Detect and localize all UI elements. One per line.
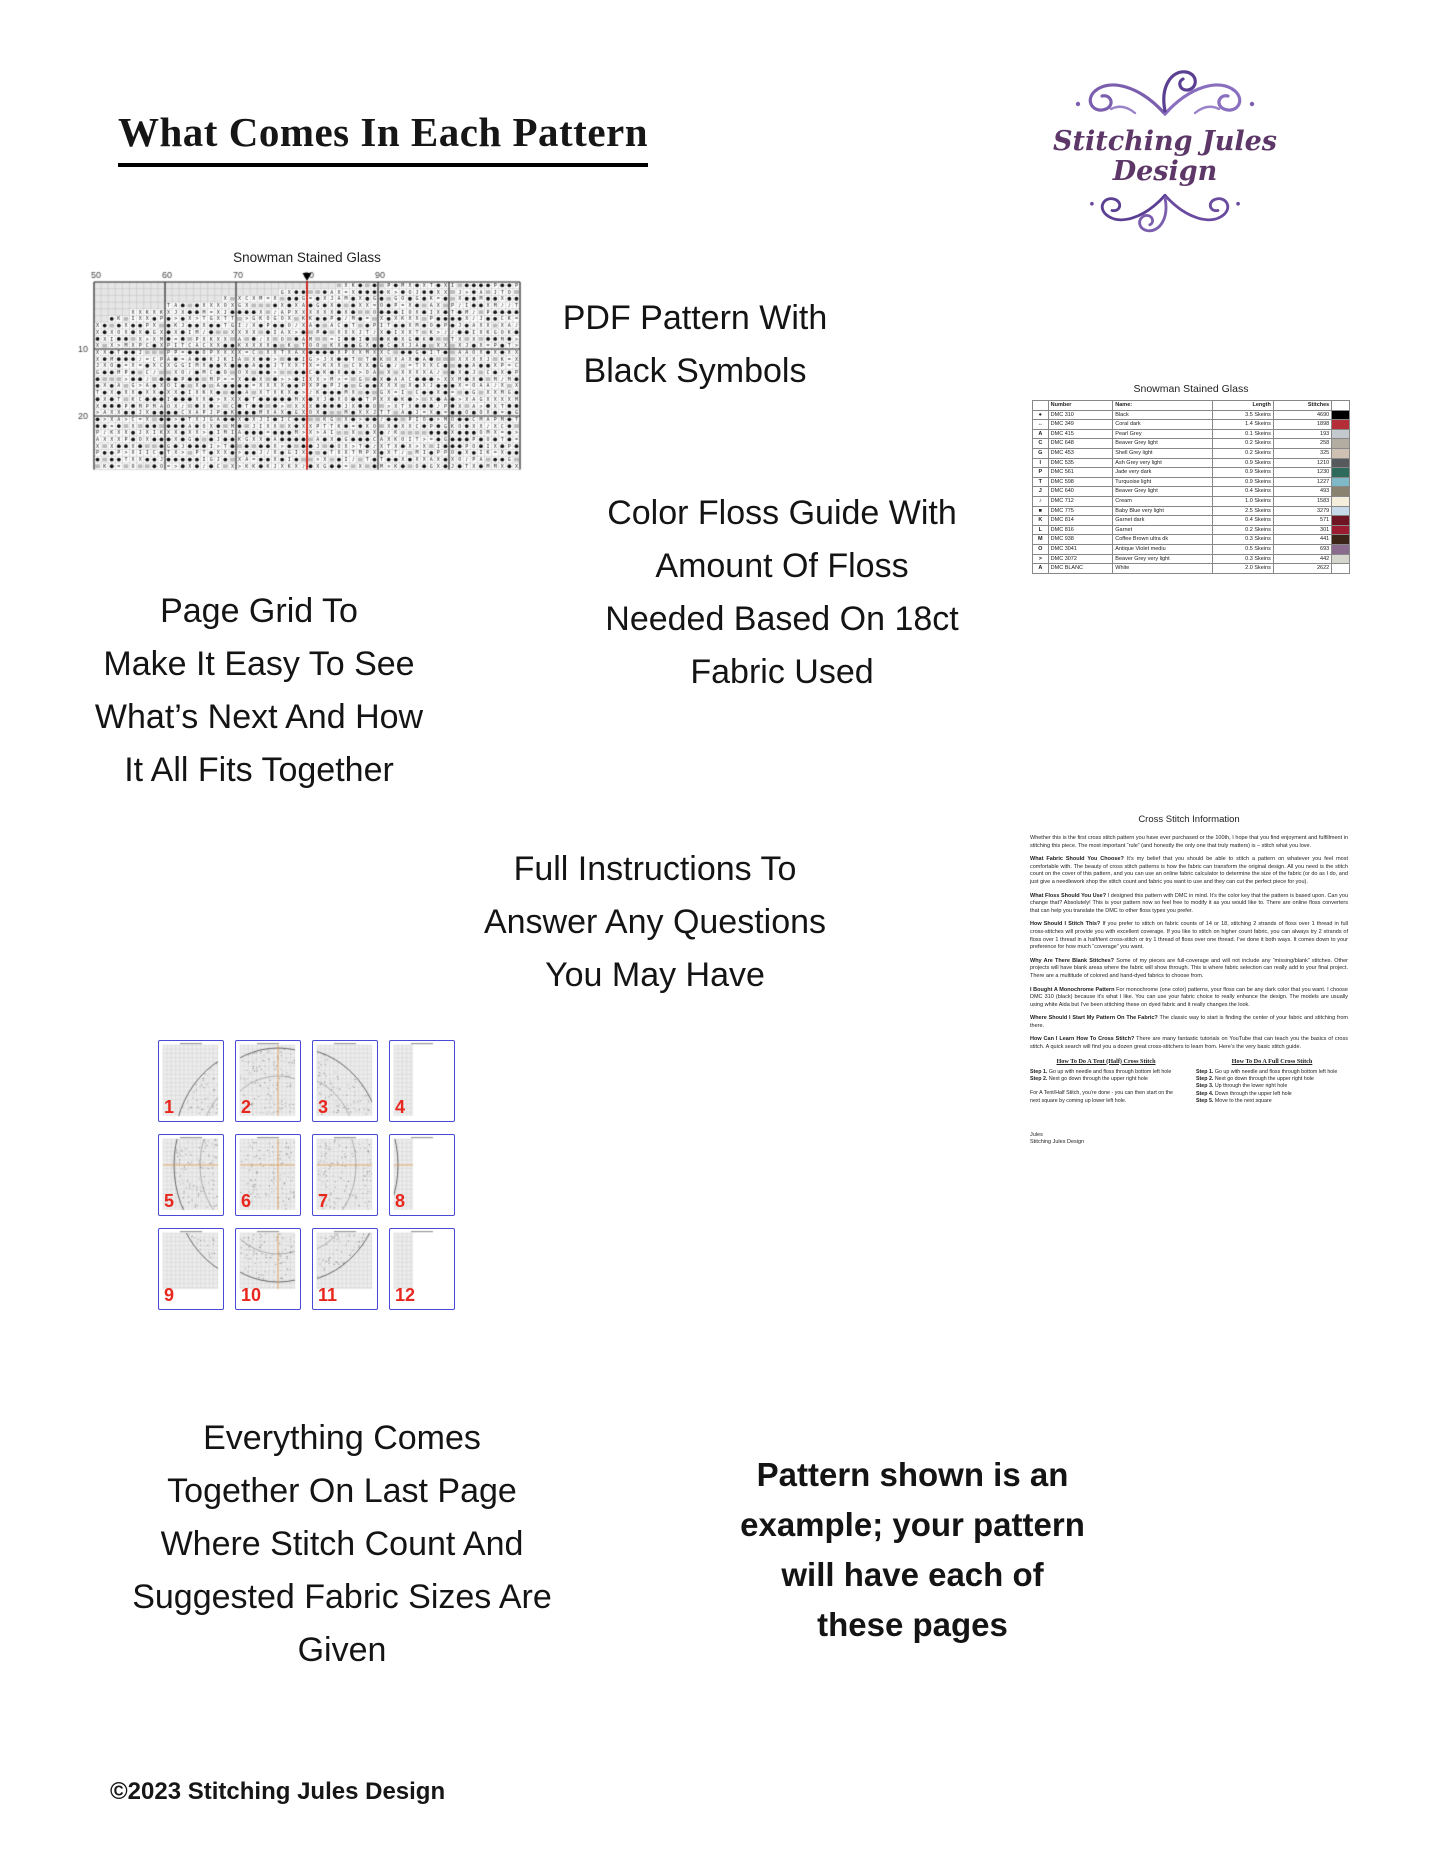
floss-color-swatch — [1332, 496, 1350, 506]
caption-line: You May Have — [545, 956, 765, 994]
page-number: 8 — [395, 1191, 406, 1211]
floss-stitches: 4690 — [1273, 410, 1331, 420]
floss-table-row — [1033, 487, 1350, 497]
floss-stitches: 493 — [1273, 487, 1331, 497]
page-number: 5 — [164, 1191, 175, 1211]
floss-length: 1.4 Skeins — [1213, 420, 1273, 430]
caption-pdf-pattern — [500, 292, 890, 398]
floss-table-row — [1033, 448, 1350, 458]
page-thumbnail — [389, 1134, 455, 1216]
caption-line: Where Stitch Count And — [160, 1525, 524, 1563]
floss-number: DMC 938 — [1048, 535, 1113, 545]
floss-color-swatch — [1332, 487, 1350, 497]
floss-name: Cream — [1113, 496, 1213, 506]
floss-length: 0.2 Skeins — [1213, 525, 1273, 535]
floss-table-row — [1033, 516, 1350, 526]
floss-number: DMC 453 — [1048, 448, 1113, 458]
caption-line: Together On Last Page — [167, 1472, 517, 1510]
floss-color-swatch — [1332, 458, 1350, 468]
floss-table-row — [1033, 477, 1350, 487]
floss-name: Beaver Grey light — [1113, 487, 1213, 497]
flourish-bottom-icon — [1060, 187, 1270, 239]
floss-table-row — [1033, 496, 1350, 506]
floss-name: Baby Blue very light — [1113, 506, 1213, 516]
floss-guide-title: Snowman Stained Glass — [1133, 383, 1249, 395]
floss-symbol: A — [1033, 429, 1049, 439]
caption-line: Needed Based On 18ct — [605, 600, 959, 638]
floss-color-swatch — [1332, 544, 1350, 554]
floss-table-row — [1033, 564, 1350, 574]
page-number: 12 — [395, 1285, 416, 1305]
floss-length: 0.3 Skeins — [1213, 554, 1273, 564]
floss-number: DMC 561 — [1048, 468, 1113, 478]
caption-line: Stitching Jules Design — [1030, 1139, 1085, 1146]
instruction-paragraph: Why Are There Blank Stitches? Some of my pieces are full-coverage and will not include any “missing/blank” stitches. Other projects will have blank areas where the fabric will show through. This is where fabric selection can really add to your final project. There are a multitude of colored and hand-dyed fabrics to choose from. — [1030, 957, 1348, 979]
page-number: 6 — [241, 1191, 252, 1211]
floss-name: White — [1113, 564, 1213, 574]
floss-length: 2.0 Skeins — [1213, 564, 1273, 574]
floss-stitches: 301 — [1273, 525, 1331, 535]
floss-stitches: 3279 — [1273, 506, 1331, 516]
floss-table-row — [1033, 468, 1350, 478]
logo-name: Stitching Jules Design — [1053, 126, 1277, 187]
caption-example-note — [695, 1450, 1130, 1650]
page-thumbnail — [158, 1040, 224, 1122]
floss-name: Turquoise light — [1113, 477, 1213, 487]
floss-color-swatch — [1332, 506, 1350, 516]
floss-table-row — [1033, 420, 1350, 430]
page-number: 11 — [318, 1285, 338, 1305]
floss-number: DMC 349 — [1048, 420, 1113, 430]
floss-stitches: 1230 — [1273, 468, 1331, 478]
instructions-body — [1030, 835, 1348, 1052]
stitch-guide-column — [1030, 1058, 1182, 1106]
page-title: What Comes In Each Pattern — [118, 108, 648, 167]
floss-table-row — [1033, 554, 1350, 564]
floss-name: Garnet — [1113, 525, 1213, 535]
caption-line: Pattern shown is an — [756, 1456, 1069, 1493]
signature — [1030, 1132, 1348, 1147]
floss-number: DMC 712 — [1048, 496, 1113, 506]
floss-number: DMC 415 — [1048, 429, 1113, 439]
floss-number: DMC 775 — [1048, 506, 1113, 516]
logo — [1015, 64, 1315, 244]
floss-stitches: 442 — [1273, 554, 1331, 564]
caption-line: It All Fits Together — [124, 751, 394, 789]
page-grid — [158, 1040, 470, 1310]
stitch-step: Step 2. Next go down through the upper right hole — [1196, 1076, 1314, 1083]
floss-number: DMC 3072 — [1048, 554, 1113, 564]
floss-symbol: J — [1033, 487, 1049, 497]
flourish-top-icon — [1040, 64, 1290, 122]
floss-name: Coffee Brown ultra dk — [1113, 535, 1213, 545]
stitch-guide-title: How To Do A Tent (Half) Cross Stitch — [1056, 1057, 1156, 1065]
caption-line: example; your pattern — [740, 1506, 1085, 1543]
caption-line: Full Instructions To — [513, 850, 797, 888]
floss-table-row — [1033, 544, 1350, 554]
floss-number: DMC 816 — [1048, 525, 1113, 535]
page-number: 9 — [164, 1285, 175, 1305]
floss-table-row — [1033, 535, 1350, 545]
floss-stitches: 2622 — [1273, 564, 1331, 574]
floss-color-swatch — [1332, 410, 1350, 420]
floss-table-row — [1033, 525, 1350, 535]
floss-stitches: 1583 — [1273, 496, 1331, 506]
floss-number: DMC 3041 — [1048, 544, 1113, 554]
floss-name: Coral dark — [1113, 420, 1213, 430]
floss-column-header — [1332, 401, 1350, 411]
page-thumbnail — [312, 1134, 378, 1216]
floss-stitches: 1227 — [1273, 477, 1331, 487]
floss-table-row — [1033, 506, 1350, 516]
caption-line: Page Grid To — [160, 592, 358, 630]
caption-line: these pages — [817, 1606, 1008, 1643]
page-number: 7 — [318, 1191, 329, 1211]
page-number: 3 — [318, 1097, 329, 1117]
floss-stitches: 1210 — [1273, 458, 1331, 468]
floss-length: 0.9 Skeins — [1213, 477, 1273, 487]
instruction-paragraph: How Can I Learn How To Cross Stitch? There are many fantastic tutorials on YouTube that can teach you the basics of cross stitch. A quick search will find you a dozen great cross-stitchers to learn from. Here’s the very basic stitch guide. — [1030, 1036, 1348, 1051]
page-number: 2 — [241, 1097, 252, 1117]
floss-name: Pearl Grey — [1113, 429, 1213, 439]
floss-color-swatch — [1332, 420, 1350, 430]
page-thumbnail — [235, 1228, 301, 1310]
floss-color-swatch — [1332, 554, 1350, 564]
floss-length: 0.1 Skeins — [1213, 429, 1273, 439]
floss-color-swatch — [1332, 429, 1350, 439]
instruction-paragraph: What Fabric Should You Choose? It’s my belief that you should be able to stitch a pattern on whatever you feel most comfortable with. The beauty of cross stitch patterns is how the fabric can transform the original design. All you need is the stitch count on the cover of this pattern, and you can use an online fabric calculator to determine the size of the fabric (or do as I do, and just give a needlework shop the stitch count and fabric you want to use and they can cut the perfect piece for you). — [1030, 856, 1348, 885]
floss-table-row — [1033, 439, 1350, 449]
floss-name: Beaver Grey light — [1113, 439, 1213, 449]
floss-length: 0.9 Skeins — [1213, 468, 1273, 478]
floss-length: 0.4 Skeins — [1213, 516, 1273, 526]
copyright: ©2023 Stitching Jules Design — [110, 1778, 446, 1805]
floss-stitches: 441 — [1273, 535, 1331, 545]
floss-length: 0.9 Skeins — [1213, 458, 1273, 468]
floss-color-swatch — [1332, 535, 1350, 545]
instruction-paragraph: What Floss Should You Use? I designed this pattern with DMC in mind. It’s the color key that the pattern is based upon. Can you change that? Absolutely! This is your pattern now so feel free to modify it as you would like to. There are online floss converters that can help you translate the DMC to other floss types you prefer. — [1030, 892, 1348, 914]
caption-line: Everything Comes — [203, 1419, 481, 1457]
floss-number: DMC 310 — [1048, 410, 1113, 420]
pattern-chart-canvas — [72, 268, 522, 474]
floss-stitches: 325 — [1273, 448, 1331, 458]
floss-symbol: I — [1033, 458, 1049, 468]
caption-page-grid — [28, 585, 490, 797]
floss-stitches: 571 — [1273, 516, 1331, 526]
floss-color-swatch — [1332, 477, 1350, 487]
floss-number: DMC BLANC — [1048, 564, 1113, 574]
caption-line: Fabric Used — [690, 653, 874, 691]
pattern-chart-title: Snowman Stained Glass — [233, 250, 381, 265]
instruction-paragraph: Where Should I Start My Pattern On The Fabric? The classic way to start is finding the center of your fabric and stitching from there. — [1030, 1015, 1348, 1029]
caption-last-page — [58, 1412, 626, 1677]
floss-color-swatch — [1332, 564, 1350, 574]
page-thumbnail — [158, 1228, 224, 1310]
floss-guide — [1032, 383, 1350, 574]
caption-line: Answer Any Questions — [483, 903, 827, 941]
floss-length: 1.0 Skeins — [1213, 496, 1273, 506]
floss-symbol: K — [1033, 516, 1049, 526]
floss-table-row — [1033, 458, 1350, 468]
page-thumbnail — [312, 1228, 378, 1310]
caption-line: Given — [297, 1631, 387, 1669]
instruction-paragraph: Whether this is the first cross stitch pattern you have ever purchased or the 100th, I hope that you find enjoyment and fulfillment in stitching this piece. The most important “rule” (and honestly the only one that truly matters) is – stitch what you love. — [1030, 835, 1348, 849]
floss-name: Ash Grey very light — [1113, 458, 1213, 468]
page-thumbnail — [235, 1134, 301, 1216]
floss-length: 0.2 Skeins — [1213, 439, 1273, 449]
floss-stitches: 693 — [1273, 544, 1331, 554]
caption-line: will have each of — [781, 1556, 1044, 1593]
floss-color-swatch — [1332, 448, 1350, 458]
floss-color-swatch — [1332, 525, 1350, 535]
floss-color-swatch — [1332, 439, 1350, 449]
floss-symbol: T — [1033, 477, 1049, 487]
floss-column-header: Number — [1048, 401, 1113, 411]
floss-number: DMC 648 — [1048, 439, 1113, 449]
stitch-guide-title: How To Do A Full Cross Stitch — [1231, 1057, 1313, 1065]
page-thumbnail — [158, 1134, 224, 1216]
floss-name: Black — [1113, 410, 1213, 420]
floss-name: Shell Grey light — [1113, 448, 1213, 458]
instruction-paragraph: I Bought A Monochrome Pattern For monochrome (one color) patterns, your floss can be any dark color that you want. I choose DMC 310 (black) because it’s what I like. You can use your fabric choice to really enhance the design. The models are usually using white Aida but I’ve been stitching these on dyed fabric and it really changes the look. — [1030, 986, 1348, 1008]
floss-length: 0.2 Skeins — [1213, 448, 1273, 458]
page-thumbnail — [312, 1040, 378, 1122]
page-thumbnail — [235, 1040, 301, 1122]
floss-number: DMC 640 — [1048, 487, 1113, 497]
floss-length: 0.5 Skeins — [1213, 544, 1273, 554]
floss-name: Jade very dark — [1113, 468, 1213, 478]
floss-symbol: ♪ — [1033, 496, 1049, 506]
floss-symbol: P — [1033, 468, 1049, 478]
floss-symbol: A — [1033, 564, 1049, 574]
caption-line: Jules — [1030, 1131, 1043, 1138]
pattern-chart — [72, 250, 524, 479]
floss-stitches: 193 — [1273, 429, 1331, 439]
page-thumbnail — [389, 1228, 455, 1310]
floss-column-header: Name: — [1113, 401, 1213, 411]
floss-name: Garnet dark — [1113, 516, 1213, 526]
page-number: 1 — [164, 1097, 175, 1117]
floss-length: 3.5 Skeins — [1213, 410, 1273, 420]
page-thumbnail — [389, 1040, 455, 1122]
floss-table-row — [1033, 410, 1350, 420]
stitch-step: Step 1. Go up with needle and floss through bottom left hole — [1196, 1068, 1338, 1075]
floss-number: DMC 598 — [1048, 477, 1113, 487]
caption-line: Amount Of Floss — [655, 547, 909, 585]
floss-length: 2.5 Skeins — [1213, 506, 1273, 516]
stitch-guide-note: For A Tent/Half Stitch, you’re done - you can then start on the next square by coming up lower left hole. — [1030, 1090, 1173, 1104]
stitch-step: Step 5. Move to the next square — [1196, 1098, 1272, 1105]
stitch-step: Step 4. Down through the upper left hole — [1196, 1090, 1292, 1097]
floss-column-header: Stitches — [1273, 401, 1331, 411]
floss-length: 0.4 Skeins — [1213, 487, 1273, 497]
floss-color-swatch — [1332, 468, 1350, 478]
caption-line: Suggested Fabric Sizes Are — [132, 1578, 552, 1616]
stitch-guides — [1030, 1058, 1348, 1106]
stitch-step: Step 3. Up through the lower right hole — [1196, 1083, 1288, 1090]
floss-symbol: ↔ — [1033, 420, 1049, 430]
floss-column-header — [1033, 401, 1049, 411]
floss-stitches: 1898 — [1273, 420, 1331, 430]
floss-number: DMC 535 — [1048, 458, 1113, 468]
floss-name: Antique Violet mediu — [1113, 544, 1213, 554]
caption-floss-guide — [553, 487, 1011, 699]
floss-symbol: ● — [1033, 410, 1049, 420]
page-number: 10 — [241, 1285, 262, 1305]
floss-table-row — [1033, 429, 1350, 439]
stitch-guide-column — [1196, 1058, 1348, 1106]
floss-symbol: ■ — [1033, 506, 1049, 516]
stitch-step: Step 1. Go up with needle and floss through bottom left hole — [1030, 1068, 1172, 1075]
caption-line: Color Floss Guide With — [607, 494, 957, 532]
instructions-title: Cross Stitch Information — [1138, 814, 1240, 825]
instructions-doc — [1030, 814, 1348, 1147]
floss-color-swatch — [1332, 516, 1350, 526]
floss-table — [1032, 400, 1350, 574]
floss-stitches: 258 — [1273, 439, 1331, 449]
floss-name: Beaver Grey very light — [1113, 554, 1213, 564]
instruction-paragraph: How Should I Stitch This? If you prefer to stitch on fabric counts of 14 or 18, stitching 2 strands of floss over 1 thread in full cross-stitches will provide you with excellent coverage. If you like to stitch on higher count fabric, you can always try 2 strands of floss over 1 thread in a half/tent cross-stitch or try 1 thread of floss over one thread. I’ve done it both ways. It comes down to your preference for how much “coverage” you want. — [1030, 921, 1348, 951]
floss-symbol: G — [1033, 448, 1049, 458]
floss-symbol: > — [1033, 554, 1049, 564]
floss-length: 0.3 Skeins — [1213, 535, 1273, 545]
floss-column-header: Length — [1213, 401, 1273, 411]
stitch-step: Step 2. Next go down through the upper right hole — [1030, 1076, 1148, 1083]
floss-number: DMC 814 — [1048, 516, 1113, 526]
floss-symbol: C — [1033, 439, 1049, 449]
floss-symbol: O — [1033, 544, 1049, 554]
caption-line: PDF Pattern With — [562, 299, 828, 337]
floss-symbol: L — [1033, 525, 1049, 535]
caption-line: Make It Easy To See — [103, 645, 415, 683]
floss-symbol: M — [1033, 535, 1049, 545]
caption-line: Black Symbols — [583, 352, 807, 390]
caption-instructions — [420, 843, 890, 1002]
page-number: 4 — [395, 1097, 406, 1117]
caption-line: What’s Next And How — [94, 698, 424, 736]
